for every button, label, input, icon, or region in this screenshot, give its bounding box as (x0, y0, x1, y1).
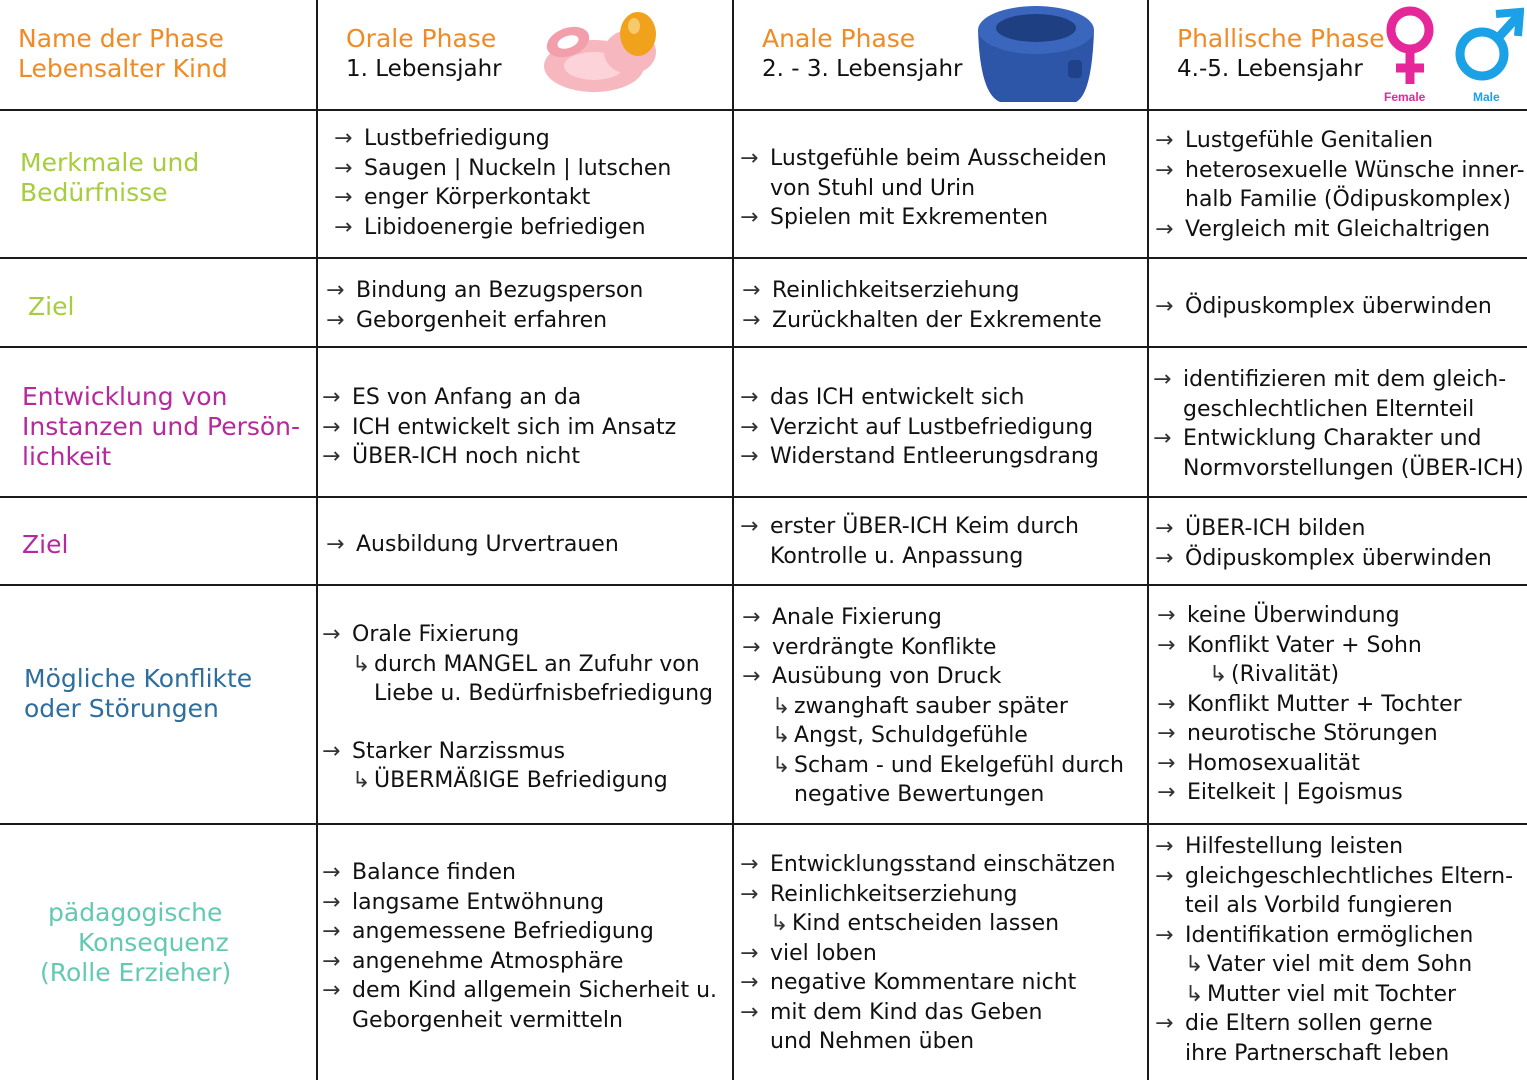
anal-phase-age: 2. - 3. Lebensjahr (762, 56, 963, 82)
sub-arrow-icon: ↳ (352, 768, 371, 793)
row-divider (0, 496, 1527, 498)
row-label-line: Bedürfnisse (20, 178, 168, 207)
row-divider (0, 823, 1527, 825)
list-item: und Nehmen üben (770, 1029, 975, 1054)
arrow-icon: → (740, 146, 759, 171)
arrow-icon: → (740, 514, 759, 539)
list-item: Balance finden (352, 860, 516, 885)
list-item: Lustgefühle beim Ausscheiden (770, 146, 1107, 171)
header-phallic (1177, 24, 1387, 84)
sub-arrow-icon: ↳ (1185, 981, 1204, 1007)
list-item: (Rivalität) (1231, 662, 1340, 687)
row-label-ziel-1: Ziel (28, 292, 75, 321)
list-item: Kontrolle u. Anpassung (770, 543, 1024, 569)
arrow-icon: → (322, 978, 341, 1003)
row-label-line: lichkeit (22, 442, 112, 471)
header-oral (346, 24, 546, 84)
list-item: verdrängte Konflikte (772, 634, 997, 660)
arrow-icon: → (740, 999, 759, 1025)
list-item: dem Kind allgemein Sicherheit u. (352, 978, 718, 1003)
list-item: Konflikt Vater + Sohn (1187, 632, 1422, 658)
list-item: ICH entwickelt sich im Ansatz (352, 414, 677, 440)
arrow-icon: → (1155, 216, 1174, 242)
list-item: viel loben (770, 940, 877, 966)
arrow-icon: → (1153, 426, 1172, 451)
sub-arrow-icon: ↳ (352, 651, 371, 677)
list-item: ÜBERMÄßIGE Befriedigung (374, 768, 668, 793)
arrow-icon: → (322, 860, 341, 885)
arrow-icon: → (1155, 1011, 1174, 1036)
sub-arrow-icon: ↳ (772, 693, 791, 719)
arrow-icon: → (1157, 632, 1176, 658)
list-item: Vater viel mit dem Sohn (1207, 952, 1473, 977)
male-label: Male (1473, 90, 1500, 104)
list-item: Anale Fixierung (772, 605, 942, 630)
list-item: halb Familie (Ödipuskomplex) (1185, 187, 1511, 212)
ziel2-phallic (1155, 514, 1525, 573)
arrow-icon: → (740, 881, 759, 907)
arrow-icon: → (740, 970, 759, 995)
paedagogik-anal (740, 850, 1144, 1057)
header-anal (762, 24, 972, 84)
arrow-icon: → (1157, 691, 1176, 717)
list-item: Lustbefriedigung (364, 126, 550, 151)
row-label-line: Merkmale und (20, 148, 200, 177)
arrow-icon: → (322, 414, 341, 440)
entwicklung-anal (740, 383, 1144, 472)
list-item: neurotische Störungen (1187, 721, 1438, 746)
konflikte-phallic (1157, 601, 1525, 808)
list-item: langsame Entwöhnung (352, 889, 605, 915)
list-item: Bindung an Bezugsperson (356, 278, 644, 303)
arrow-icon: → (322, 385, 341, 410)
list-item: Entwicklung Charakter und (1183, 426, 1482, 451)
list-item: Ödipuskomplex überwinden (1185, 294, 1492, 319)
list-item: identifizieren mit dem gleich- (1183, 367, 1507, 392)
sub-arrow-icon: ↳ (1185, 952, 1204, 977)
list-item: ihre Partnerschaft leben (1185, 1040, 1450, 1066)
list-item: Starker Narzissmus (352, 738, 566, 764)
column-divider (316, 0, 318, 1080)
list-item: durch MANGEL an Zufuhr von (374, 651, 700, 677)
konflikte-oral (322, 620, 727, 796)
list-item: Ausübung von Druck (772, 664, 1002, 689)
row-label-line: pädagogische (48, 898, 223, 927)
anal-phase-title: Anale Phase (762, 24, 916, 53)
arrow-icon: → (322, 738, 341, 764)
row-label-line: (Rolle Erzieher) (40, 958, 232, 987)
list-item: Geborgenheit vermitteln (352, 1007, 623, 1033)
list-item: enger Körperkontakt (364, 185, 591, 210)
row-label-paedagogik (40, 898, 310, 988)
arrow-icon: → (1157, 780, 1176, 805)
list-item: Entwicklungsstand einschätzen (770, 852, 1116, 877)
arrow-icon: → (1157, 750, 1176, 776)
ziel1-anal (742, 276, 1142, 335)
list-item: Ausbildung Urvertrauen (356, 532, 619, 557)
arrow-icon: → (1157, 603, 1176, 628)
list-item: Normvorstellungen (ÜBER-ICH) (1183, 455, 1524, 481)
row-divider (0, 584, 1527, 586)
arrow-icon: → (1155, 128, 1174, 153)
row-label-line: Mögliche Konflikte (24, 664, 253, 693)
list-item: Eitelkeit | Egoismus (1187, 780, 1403, 805)
arrow-icon: → (1155, 294, 1174, 319)
list-item: heterosexuelle Wünsche inner- (1185, 157, 1525, 183)
merkmale-phallic (1155, 126, 1525, 244)
list-item: die Eltern sollen gerne (1185, 1011, 1433, 1036)
row-divider (0, 257, 1527, 259)
sub-arrow-icon: ↳ (1209, 662, 1228, 687)
sub-arrow-icon: ↳ (772, 752, 791, 778)
arrow-icon: → (322, 889, 341, 915)
list-item: Ödipuskomplex überwinden (1185, 545, 1492, 571)
merkmale-oral (334, 124, 729, 242)
list-item: negative Bewertungen (794, 782, 1045, 807)
list-item: Identifikation ermöglichen (1185, 922, 1474, 948)
row-label-ziel-2: Ziel (22, 530, 69, 559)
list-item: gleichgeschlechtliches Eltern- (1185, 863, 1514, 889)
paedagogik-phallic (1155, 832, 1525, 1068)
list-item: Reinlichkeitserziehung (770, 881, 1018, 907)
oral-phase-age: 1. Lebensjahr (346, 56, 502, 82)
list-item: das ICH entwickelt sich (770, 385, 1025, 410)
list-item: Mutter viel mit Tochter (1207, 981, 1457, 1007)
column-divider (732, 0, 734, 1080)
arrow-icon: → (742, 605, 761, 630)
list-item: Homosexualität (1187, 750, 1360, 776)
arrow-icon: → (326, 532, 345, 557)
list-item: angenehme Atmosphäre (352, 948, 624, 974)
row-label-konflikte (24, 664, 314, 724)
header-age-label: Lebensalter Kind (18, 54, 228, 83)
list-item: negative Kommentare nicht (770, 970, 1077, 995)
entwicklung-oral (322, 383, 727, 472)
arrow-icon: → (334, 214, 353, 240)
list-item: Saugen | Nuckeln | lutschen (364, 155, 672, 181)
phallic-phase-title: Phallische Phase (1177, 24, 1385, 53)
arrow-icon: → (326, 278, 345, 303)
paedagogik-oral (322, 858, 727, 1035)
arrow-icon: → (1155, 922, 1174, 948)
list-item: Scham - und Ekelgefühl durch (794, 752, 1124, 778)
arrow-icon: → (740, 852, 759, 877)
ziel1-phallic (1155, 292, 1525, 322)
arrow-icon: → (740, 205, 759, 230)
sub-arrow-icon: ↳ (772, 723, 791, 748)
konflikte-anal (742, 603, 1144, 810)
list-item: Libidoenergie befriedigen (364, 214, 646, 240)
pacifier-image (538, 8, 676, 100)
list-item: Liebe u. Bedürfnisbefriedigung (374, 681, 714, 706)
list-item: von Stuhl und Urin (770, 175, 976, 201)
arrow-icon: → (742, 307, 761, 333)
list-item: ÜBER-ICH bilden (1185, 516, 1366, 541)
header-first-col (18, 24, 308, 84)
list-item: Hilfestellung leisten (1185, 834, 1404, 859)
merkmale-anal (740, 144, 1144, 233)
list-item: Vergleich mit Gleichaltrigen (1185, 216, 1491, 242)
arrow-icon: → (322, 919, 341, 944)
list-item: Lustgefühle Genitalien (1185, 128, 1434, 153)
oral-phase-title: Orale Phase (346, 24, 497, 53)
list-item: erster ÜBER-ICH Keim durch (770, 514, 1079, 539)
female-symbol-icon (1382, 4, 1442, 86)
arrow-icon: → (740, 940, 759, 966)
list-item: angemessene Befriedigung (352, 919, 654, 944)
arrow-icon: → (742, 278, 761, 303)
arrow-icon: → (1157, 721, 1176, 746)
column-divider (1147, 0, 1149, 1080)
arrow-icon: → (1155, 863, 1174, 889)
list-item: Widerstand Entleerungsdrang (770, 444, 1099, 469)
entwicklung-phallic (1153, 365, 1525, 483)
list-item: Konflikt Mutter + Tochter (1187, 691, 1462, 717)
arrow-icon: → (334, 126, 353, 151)
sub-arrow-icon: ↳ (770, 911, 789, 936)
list-item: Orale Fixierung (352, 622, 520, 647)
list-item: Reinlichkeitserziehung (772, 278, 1020, 303)
row-label-line: oder Störungen (24, 694, 219, 723)
ziel2-oral (326, 530, 726, 560)
phallic-phase-age: 4.-5. Lebensjahr (1177, 56, 1363, 82)
potty-image (972, 2, 1100, 106)
list-item: Zurückhalten der Exkremente (772, 307, 1102, 333)
row-label-line: Instanzen und Persön- (22, 412, 301, 441)
list-item: mit dem Kind das Geben (770, 999, 1043, 1025)
header-phase-name-label: Name der Phase (18, 24, 224, 53)
arrow-icon: → (322, 444, 341, 469)
arrow-icon: → (334, 185, 353, 210)
row-divider (0, 346, 1527, 348)
arrow-icon: → (334, 155, 353, 181)
arrow-icon: → (1155, 157, 1174, 183)
arrow-icon: → (742, 634, 761, 660)
ziel2-anal (740, 512, 1144, 571)
ziel1-oral (326, 276, 726, 335)
female-label: Female (1384, 90, 1426, 104)
list-item: ES von Anfang an da (352, 385, 582, 410)
list-item: geschlechtlichen Elternteil (1183, 396, 1475, 422)
row-divider (0, 109, 1527, 111)
row-label-line: Entwicklung von (22, 382, 228, 411)
list-item: zwanghaft sauber später (794, 693, 1068, 719)
list-item: teil als Vorbild fungieren (1185, 893, 1453, 918)
list-item: Geborgenheit erfahren (356, 307, 608, 333)
arrow-icon: → (326, 307, 345, 333)
arrow-icon: → (742, 664, 761, 689)
arrow-icon: → (322, 948, 341, 974)
list-item: keine Überwindung (1187, 603, 1400, 628)
row-label-line: Konsequenz (78, 928, 229, 957)
arrow-icon: → (322, 622, 341, 647)
arrow-icon: → (1155, 545, 1174, 571)
list-item: Spielen mit Exkrementen (770, 205, 1049, 230)
arrow-icon: → (1155, 834, 1174, 859)
row-label-entwicklung (22, 382, 314, 472)
arrow-icon: → (1153, 367, 1172, 392)
list-item: Angst, Schuldgefühle (794, 723, 1028, 748)
arrow-icon: → (740, 414, 759, 440)
male-symbol-icon (1452, 4, 1524, 86)
arrow-icon: → (740, 385, 759, 410)
arrow-icon: → (1155, 516, 1174, 541)
list-item: ÜBER-ICH noch nicht (352, 444, 580, 469)
row-label-merkmale (20, 148, 310, 208)
list-item: Kind entscheiden lassen (792, 911, 1060, 936)
list-item: Verzicht auf Lustbefriedigung (770, 414, 1094, 440)
arrow-icon: → (740, 444, 759, 469)
